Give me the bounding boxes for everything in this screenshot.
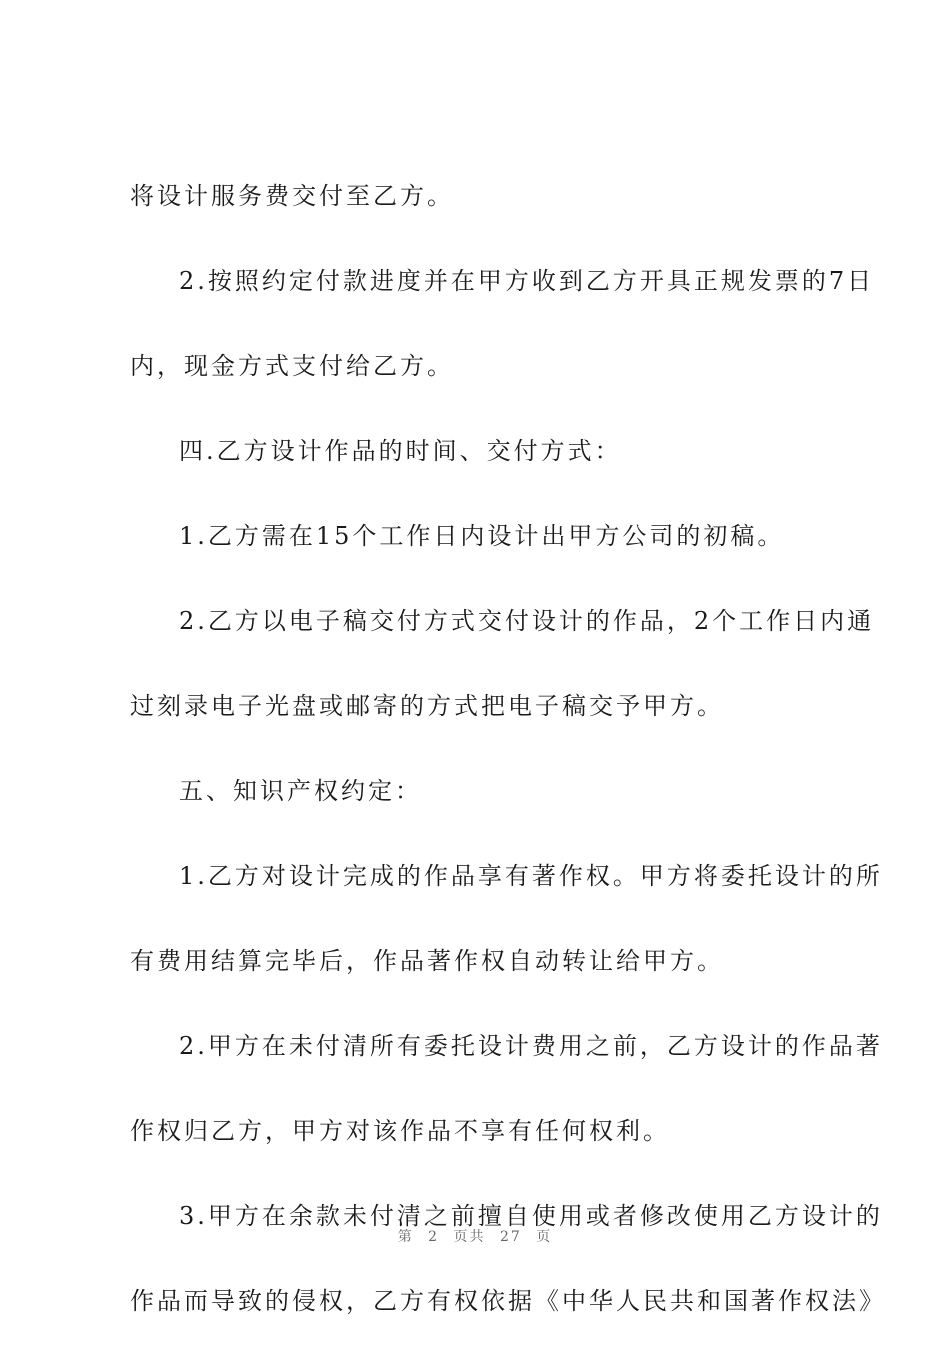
paragraph-line: 2.乙方以电子稿交付方式交付设计的作品，2个工作日内通 [179,607,875,635]
section-heading: 五、知识产权约定： [179,777,422,805]
paragraph-line: 作品而导致的侵权，乙方有权依据《中华人民共和国著作权法》 [130,1287,886,1315]
section-heading: 四.乙方设计作品的时间、交付方式： [179,437,622,465]
paragraph-line: 2.甲方在未付清所有委托设计费用之前，乙方设计的作品著 [179,1032,883,1060]
paragraph-line: 有费用结算完毕后，作品著作权自动转让给甲方。 [130,947,724,975]
paragraph-line: 1.乙方需在15个工作日内设计出甲方公司的初稿。 [179,522,785,550]
paragraph-line: 将设计服务费交付至乙方。 [130,182,454,210]
page-number-footer: 第 2 页共 27 页 [397,1229,553,1245]
paragraph-line: 过刻录电子光盘或邮寄的方式把电子稿交予甲方。 [130,692,724,720]
paragraph-line: 内，现金方式支付给乙方。 [130,352,454,380]
paragraph-line: 作权归乙方，甲方对该作品不享有任何权利。 [130,1117,670,1145]
paragraph-line: 1.乙方对设计完成的作品享有著作权。甲方将委托设计的所 [179,862,883,890]
paragraph-line: 3.甲方在余款未付清之前擅自使用或者修改使用乙方设计的 [179,1202,883,1230]
paragraph-line: 2.按照约定付款进度并在甲方收到乙方开具正规发票的7日 [179,267,875,295]
body-text [130,168,886,1358]
